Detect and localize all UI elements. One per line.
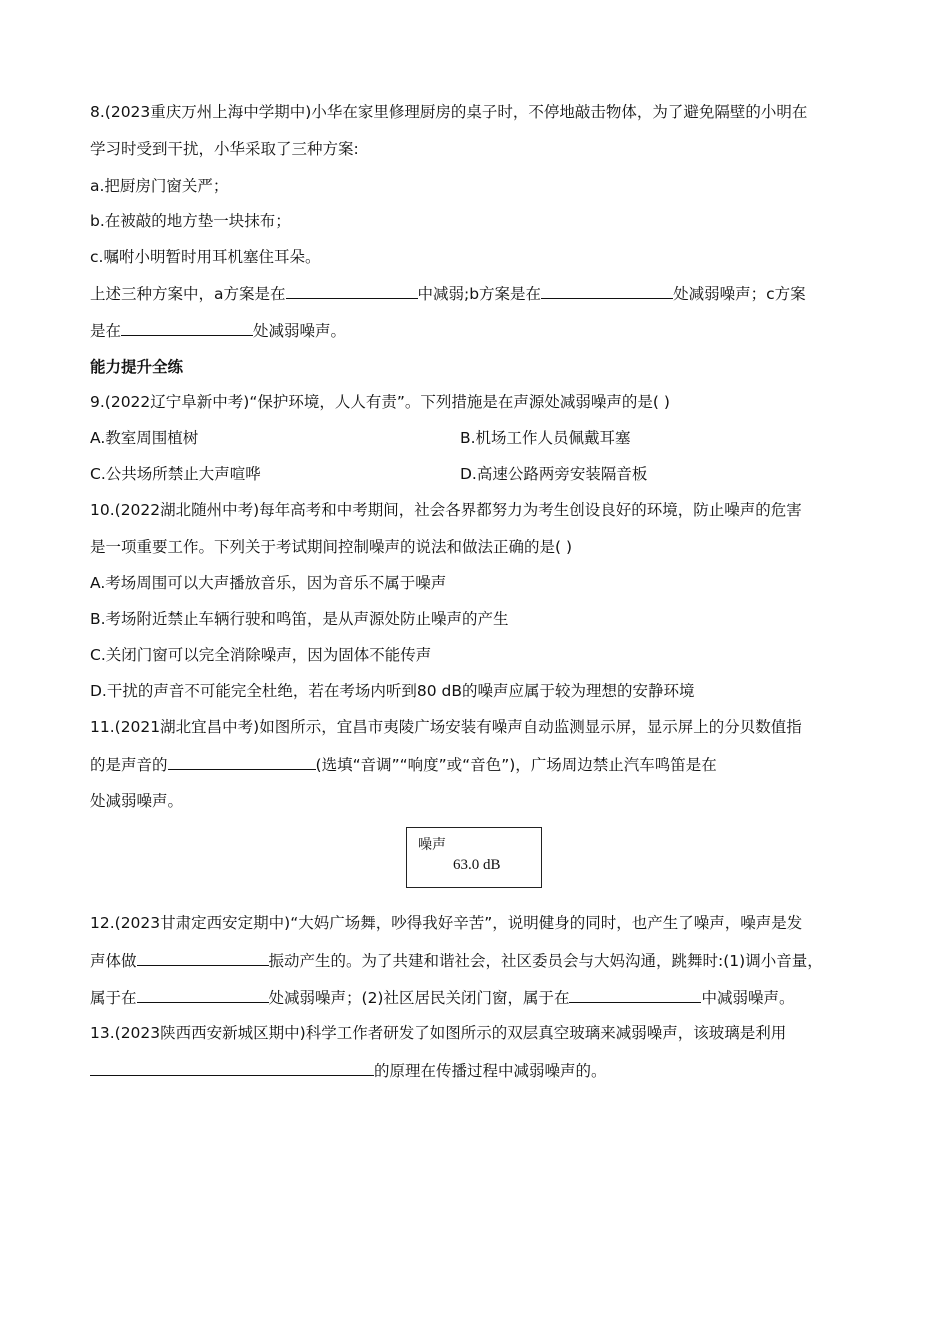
- noise-display-title: 噪声: [418, 838, 446, 853]
- q13-stem-line2: [90, 1059, 607, 1082]
- q13-stem-line1: 13.(2023陕西西安新城区期中)科学工作者研发了如图所示的双层真空玻璃来减弱噪声，该玻璃是利用: [90, 1024, 787, 1042]
- answer-blank[interactable]: [137, 949, 269, 966]
- q12-line3-pre: 属于在: [90, 989, 137, 1007]
- answer-blank[interactable]: [168, 753, 316, 770]
- q8-option-c: c.嘱咐小明暂时用耳机塞住耳朵。: [90, 248, 321, 266]
- q10-option-a[interactable]: A.考场周围可以大声播放音乐，因为音乐不属于噪声: [90, 574, 447, 592]
- q8-fill-line2: [90, 319, 346, 342]
- q8-option-b: b.在被敲的地方垫一块抹布；: [90, 212, 291, 230]
- q9-option-b[interactable]: B.机场工作人员佩戴耳塞: [460, 429, 631, 447]
- answer-blank[interactable]: [137, 986, 269, 1003]
- q9-stem: 9.(2022辽宁阜新中考)“保护环境，人人有责”。下列措施是在声源处减弱噪声的是( ): [90, 393, 670, 411]
- q8-fill2-pre: 是在: [90, 322, 122, 340]
- q11-line2-pre: 的是声音的: [90, 756, 168, 774]
- q11-stem-line2: [90, 753, 717, 776]
- q8-stem-line1: 8.(2023重庆万州上海中学期中)小华在家里修理厨房的桌子时，不停地敲击物体，为了避免隔壁的小明在: [90, 103, 808, 121]
- q12-stem-line3: [90, 986, 795, 1009]
- q10-option-c[interactable]: C.关闭门窗可以完全消除噪声，因为固体不能传声: [90, 646, 432, 664]
- noise-display-figure: [406, 827, 542, 888]
- q12-line2-post: 振动产生的。为了共建和谐社会，社区委员会与大妈沟通，跳舞时:(1)调小音量，: [268, 952, 823, 970]
- section-title: 能力提升全练: [90, 358, 184, 376]
- q9-option-c[interactable]: C.公共场所禁止大声喧哗: [90, 465, 261, 483]
- q10-option-d[interactable]: D.干扰的声音不可能完全杜绝，若在考场内听到80 dB的噪声应属于较为理想的安静环境: [90, 682, 695, 700]
- q11-stem-line3: 处减弱噪声。: [90, 792, 184, 810]
- q12-line3-mid: 处减弱噪声；(2)社区居民关闭门窗，属于在: [268, 989, 570, 1007]
- q8-option-a: a.把厨房门窗关严；: [90, 177, 229, 195]
- q11-stem-line1: 11.(2021湖北宜昌中考)如图所示，宜昌市夷陵广场安装有噪声自动监测显示屏，显示屏上的分贝数值指: [90, 718, 802, 736]
- q12-line3-post: 中减弱噪声。: [701, 989, 795, 1007]
- q12-stem-line2: [90, 949, 823, 972]
- q10-option-b[interactable]: B.考场附近禁止车辆行驶和鸣笛，是从声源处防止噪声的产生: [90, 610, 509, 628]
- q10-stem-line1: 10.(2022湖北随州中考)每年高考和中考期间，社会各界都努力为考生创设良好的环境，防止噪声的危害: [90, 501, 802, 519]
- q8-fill-line1: [90, 282, 806, 305]
- answer-blank[interactable]: [569, 986, 701, 1003]
- answer-blank[interactable]: [90, 1059, 374, 1076]
- q8-stem-line2: 学习时受到干扰，小华采取了三种方案:: [90, 140, 359, 158]
- q13-line2-post: 的原理在传播过程中减弱噪声的。: [374, 1062, 607, 1080]
- q9-option-a[interactable]: A.教室周围植树: [90, 429, 199, 447]
- q8-fill1-post: 处减弱噪声；c方案: [673, 285, 806, 303]
- answer-blank[interactable]: [286, 282, 418, 299]
- answer-blank[interactable]: [541, 282, 673, 299]
- q12-line2-pre: 声体做: [90, 952, 137, 970]
- answer-blank[interactable]: [121, 319, 253, 336]
- q10-stem-line2: 是一项重要工作。下列关于考试期间控制噪声的说法和做法正确的是( ): [90, 538, 573, 556]
- q11-line2-post: (选填“音调”“响度”或“音色”)，广场周边禁止汽车鸣笛是在: [315, 756, 717, 774]
- noise-display-value: 63.0 dB: [453, 857, 501, 873]
- q9-option-d[interactable]: D.高速公路两旁安装隔音板: [460, 465, 648, 483]
- q8-fill1-pre: 上述三种方案中，a方案是在: [90, 285, 286, 303]
- q8-fill1-mid: 中减弱;b方案是在: [417, 285, 542, 303]
- q12-stem-line1: 12.(2023甘肃定西安定期中)“大妈广场舞，吵得我好辛苦”，说明健身的同时，也产生了噪声，噪声是发: [90, 914, 803, 932]
- q8-fill2-post: 处减弱噪声。: [253, 322, 347, 340]
